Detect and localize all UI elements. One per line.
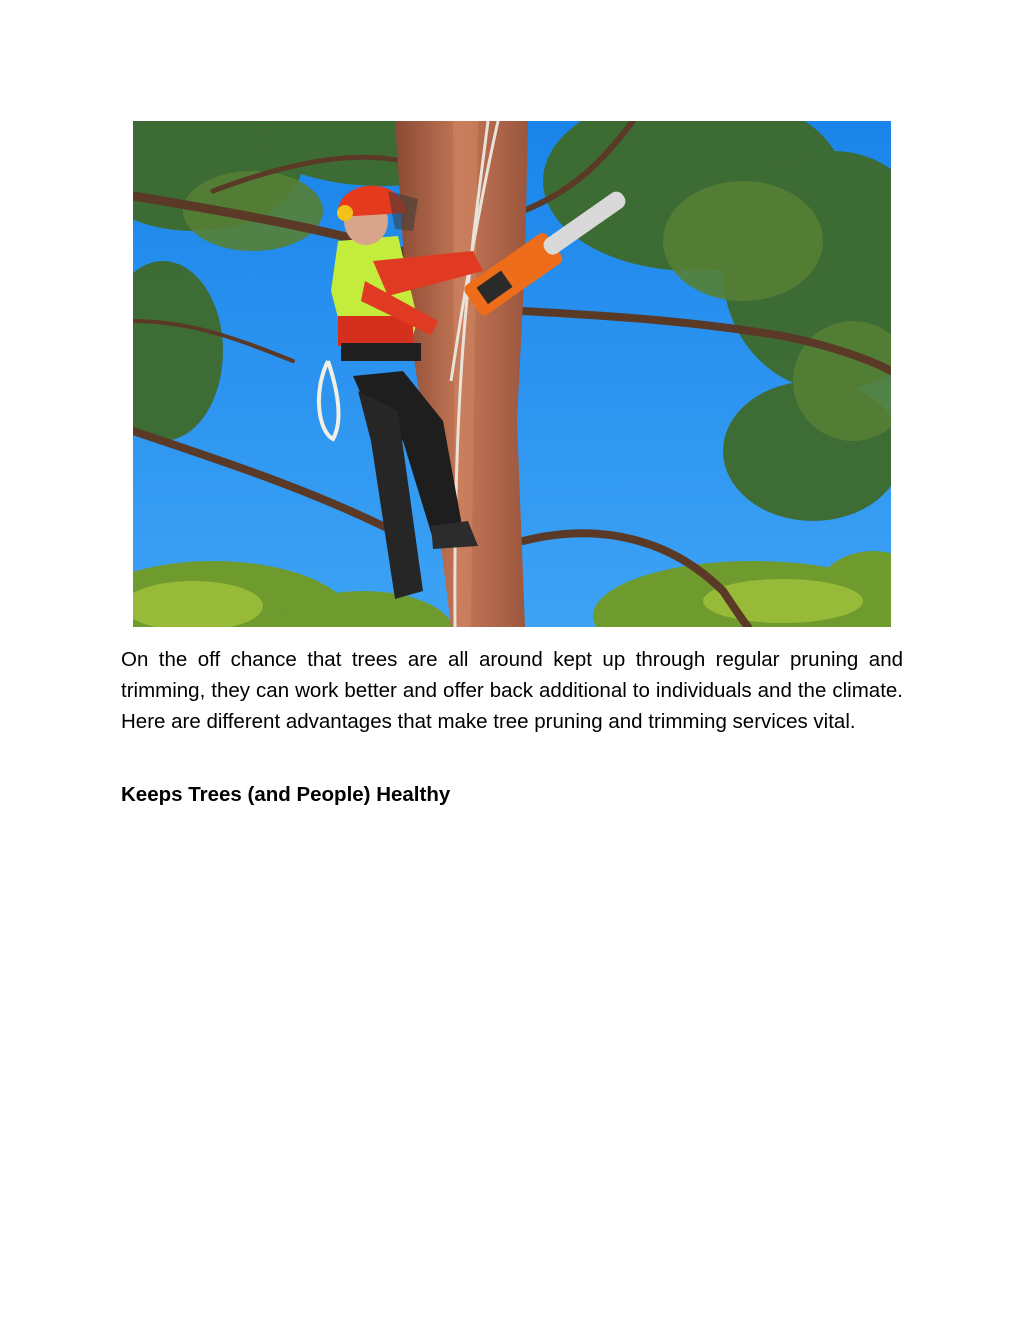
- section-heading: Keeps Trees (and People) Healthy: [121, 783, 451, 806]
- intro-paragraph: On the off chance that trees are all around kept up through regular pruning and trimming, they can work better and offer back additional to individuals and the climate. Here are different advantages that make tree pruning and trimming services vital.: [121, 648, 903, 733]
- arborist-photo: [133, 121, 891, 627]
